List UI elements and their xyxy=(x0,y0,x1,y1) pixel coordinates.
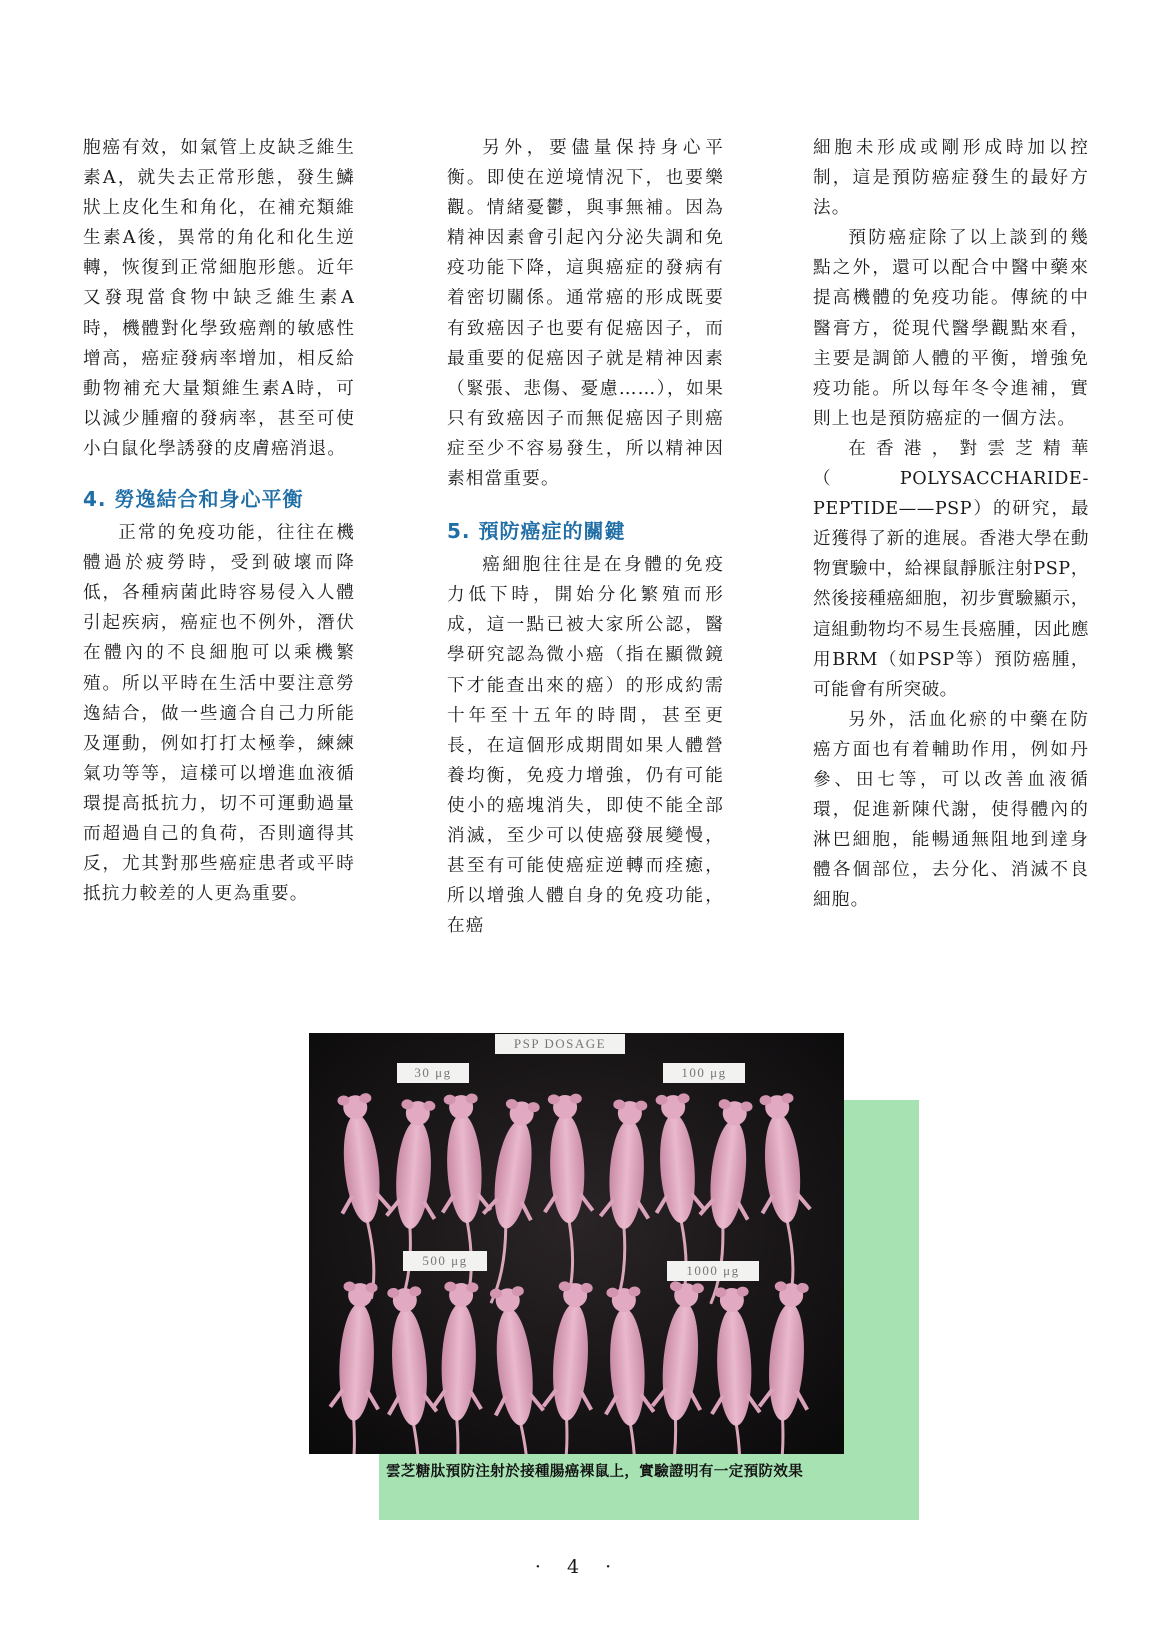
psp-dosage-label: PSP DOSAGE xyxy=(495,1034,625,1054)
dosage-label-100: 100 μg xyxy=(663,1063,745,1083)
column-3 xyxy=(813,133,1089,915)
column-2 xyxy=(447,133,724,941)
paragraph: 胞癌有效，如氣管上皮缺乏維生素A，就失去正常形態，發生鱗狀上皮化生和角化，在補充類維生素A後，異常的角化和化生逆轉，恢復到正常細胞形態。近年又發現當食物中缺乏維生素A時，機體對化學致癌劑的敏感性增高，癌症發病率增加，相反給動物補充大量類維生素A時，可以減少腫瘤的發病率，甚至可使小白鼠化學誘發的皮膚癌消退。 xyxy=(83,138,355,459)
column-1 xyxy=(83,133,355,909)
dosage-label-30: 30 μg xyxy=(397,1063,469,1083)
experiment-photo xyxy=(309,1033,844,1454)
page-number: · 4 · xyxy=(534,1556,622,1578)
mice-photo-illustration xyxy=(309,1033,844,1454)
dosage-label-1000: 1000 μg xyxy=(667,1261,759,1281)
paragraph: 在香港，對雲芝精華（POLYSACCHARIDE-PEPTIDE——PSP）的研究，最近獲得了新的進展。香港大學在動物實驗中，給裸鼠靜脈注射PSP，然後接種癌細胞，初步實驗顯示，這組動物均不易生長癌腫，因此應用BRM（如PSP等）預防癌腫，可能會有所突破。 xyxy=(813,438,1089,700)
section-heading-4: 4. 勞逸結合和身心平衡 xyxy=(83,487,304,512)
paragraph: 正常的免疫功能，往往在機體過於疲勞時，受到破壞而降低，各種病菌此時容易侵入人體引起疾病，癌症也不例外，潛伏在體內的不良細胞可以乘機繁殖。所以平時在生活中要注意勞逸結合，做一些適合自己力所能及運動，例如打打太極拳，練練氣功等等，這樣可以增進血液循環提高抵抗力，切不可運動過量而超過自己的負荷，否則適得其反，尤其對那些癌症患者或平時抵抗力較差的人更為重要。 xyxy=(83,523,355,905)
figure-caption: 雲芝糖肽預防注射於接種腸癌裸鼠上，實驗證明有一定預防效果 xyxy=(386,1464,804,1480)
paragraph: 癌細胞往往是在身體的免疫力低下時，開始分化繁殖而形成，這一點已被大家所公認，醫學研究認為微小癌（指在顯微鏡下才能查出來的癌）的形成約需十年至十五年的時間，甚至更長，在這個形成期間如果人體營養均衡，免疫力增強，仍有可能使小的癌塊消失，即使不能全部消滅，至少可以使癌發展變慢，甚至有可能使癌症逆轉而痊癒，所以增強人體自身的免疫功能，在癌 xyxy=(447,555,724,937)
dosage-label-500: 500 μg xyxy=(403,1251,487,1271)
paragraph: 另外，活血化瘀的中藥在防癌方面也有着輔助作用，例如丹參、田七等，可以改善血液循環，促進新陳代謝，使得體內的淋巴細胞，能暢通無阻地到達身體各個部位，去分化、消滅不良細胞。 xyxy=(813,709,1089,911)
paragraph: 預防癌症除了以上談到的幾點之外，還可以配合中醫中藥來提高機體的免疫功能。傳統的中醫膏方，從現代醫學觀點來看，主要是調節人體的平衡，增強免疫功能。所以每年冬令進補，實則上也是預防癌症的一個方法。 xyxy=(813,228,1089,429)
paragraph: 細胞未形成或剛形成時加以控制，這是預防癌症發生的最好方法。 xyxy=(813,138,1089,219)
paragraph: 另外，要儘量保持身心平衡。即使在逆境情況下，也要樂觀。情緒憂鬱，與事無補。因為精神因素會引起內分泌失調和免疫功能下降，這與癌症的發病有着密切關係。通常癌的形成既要有致癌因子也要有促癌因子，而最重要的促癌因子就是精神因素（緊張、悲傷、憂慮……），如果只有致癌因子而無促癌因子則癌症至少不容易發生，所以精神因素相當重要。 xyxy=(447,138,724,490)
section-heading-5: 5. 預防癌症的關鍵 xyxy=(447,519,626,544)
